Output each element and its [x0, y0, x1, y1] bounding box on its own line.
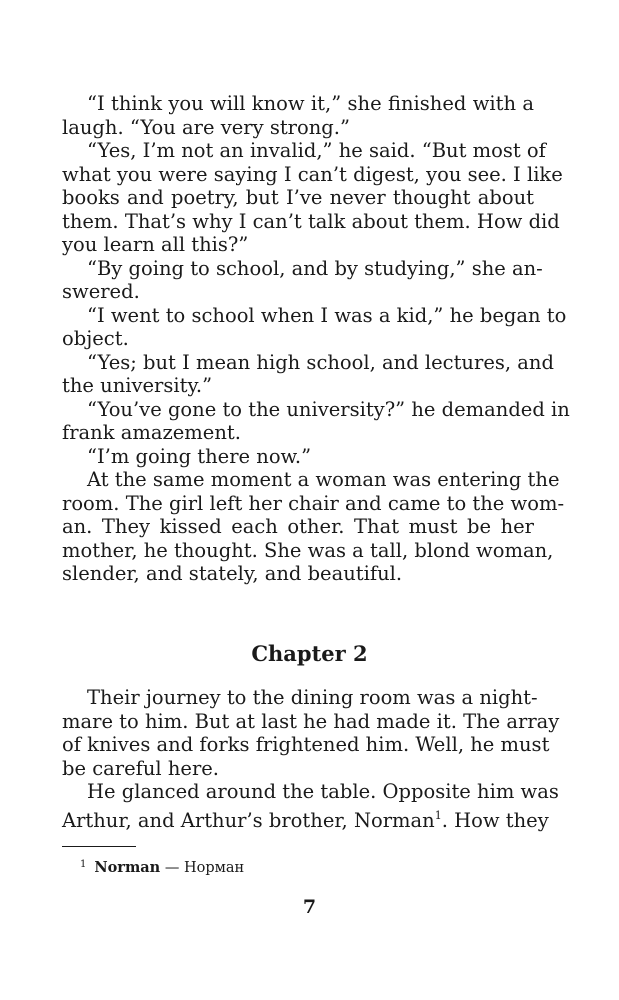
- text-line: frank amazement.: [62, 421, 241, 444]
- footnote-translation: Норман: [183, 860, 245, 876]
- text-line: books and poetry, but I’ve never thought about: [62, 186, 534, 209]
- text-line: “I’m going there now.”: [87, 445, 312, 468]
- text-line: laugh. “You are very strong.”: [62, 116, 350, 139]
- text-fragment: Arthur, and Arthur’s brother, Norman: [62, 809, 435, 832]
- text-line: what you were saying I can’t digest, you see. I like: [62, 163, 563, 186]
- text-line: At the same moment a woman was entering the: [87, 468, 560, 491]
- text-line: “You’ve gone to the university?” he demanded in: [87, 398, 570, 421]
- text-line: “I think you will know it,” she finished with a: [87, 92, 534, 115]
- text-line: [62, 804, 549, 833]
- text-line: them. That’s why I can’t talk about them. How did: [62, 210, 560, 233]
- footnote-separator: —: [160, 860, 184, 876]
- text-line: an. They kissed each other. That must be her: [62, 515, 534, 538]
- text-fragment: . How they: [441, 809, 549, 832]
- text-line: “Yes; but I mean high school, and lectures, and: [87, 351, 554, 374]
- page-number: 7: [302, 896, 317, 918]
- text-line: swered.: [62, 280, 140, 303]
- text-line: room. The girl left her chair and came to the wom-: [62, 492, 565, 515]
- text-line: the university.”: [62, 374, 213, 397]
- footnote-reference: 1: [434, 809, 442, 822]
- text-line: of knives and forks frightened him. Well, he must: [62, 733, 550, 756]
- text-line: “By going to school, and by studying,” she an-: [87, 257, 543, 280]
- text-line: be careful here.: [62, 757, 219, 780]
- footnote: [80, 856, 244, 877]
- footnote-divider: [62, 846, 136, 847]
- text-line: object.: [62, 327, 129, 350]
- text-line: mother, he thought. She was a tall, blond woman,: [62, 539, 554, 562]
- chapter-heading: Chapter 2: [251, 641, 368, 666]
- text-line: He glanced around the table. Opposite him was: [87, 780, 559, 803]
- footnote-mark: 1: [80, 859, 87, 870]
- text-line: “Yes, I’m not an invalid,” he said. “But most of: [87, 139, 546, 162]
- text-line: Their journey to the dining room was a night-: [87, 686, 538, 709]
- text-line: slender, and stately, and beautiful.: [62, 562, 403, 585]
- text-line: mare to him. But at last he had made it. The array: [62, 710, 560, 733]
- footnote-term: Norman: [94, 859, 161, 876]
- text-line: you learn all this?”: [62, 233, 249, 256]
- text-line: “I went to school when I was a kid,” he began to: [87, 304, 567, 327]
